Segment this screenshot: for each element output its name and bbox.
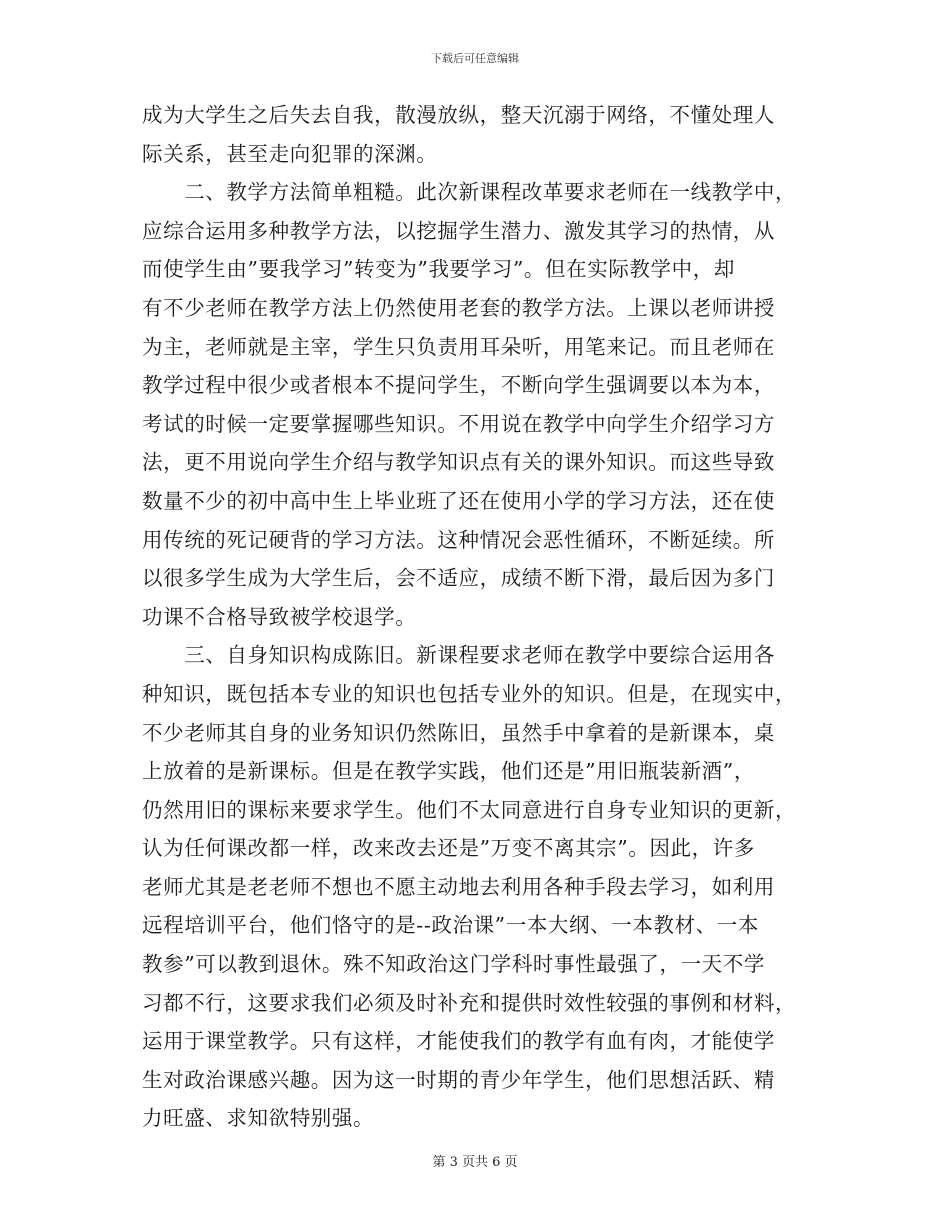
text-line: 教参”可以教到退休。殊不知政治这门学科时事性最强了，一天不学 xyxy=(142,952,765,977)
text-line: 有不少老师在教学方法上仍然使用老套的教学方法。上课以老师讲授 xyxy=(142,295,775,320)
text-line: 老师尤其是老老师不想也不愿主动地去利用各种手段去学习，如利用 xyxy=(142,874,775,899)
text-line: 数量不少的初中高中生上毕业班了还在使用小学的学习方法，还在使 xyxy=(142,488,775,513)
text-line: 用传统的死记硬背的学习方法。这种情况会恶性循环，不断延续。所 xyxy=(142,527,775,552)
text-line: 为主，老师就是主宰，学生只负责用耳朵听，用笔来记。而且老师在 xyxy=(142,334,775,359)
text-line: 而使学生由”要我学习”转变为”我要学习”。但在实际教学中，却 xyxy=(142,257,735,282)
text-line: 功课不合格导致被学校退学。 xyxy=(142,604,417,629)
text-line: 远程培训平台，他们恪守的是--政治课”一本大纲、一本教材、一本 xyxy=(142,913,759,938)
text-line: 三、自身知识构成陈旧。新课程要求老师在教学中要综合运用各 xyxy=(142,643,775,668)
page-header: 下载后可任意编辑 xyxy=(431,52,519,65)
text-line: 教学过程中很少或者根本不提问学生，不断向学生强调要以本为本， xyxy=(142,373,775,398)
paragraph-teaching-methods xyxy=(142,173,808,636)
text-line: 成为大学生之后失去自我，散漫放纵，整天沉溺于网络，不懂处理人 xyxy=(142,103,775,127)
text-line: 习都不行，这要求我们必须及时补充和提供时效性较强的事例和材料， xyxy=(142,990,797,1015)
text-line: 际关系，甚至走向犯罪的深渊。 xyxy=(142,141,438,166)
text-line: 种知识，既包括本专业的知识也包括专业外的知识。但是，在现实中， xyxy=(142,681,797,706)
text-line: 考试的时候一定要掌握哪些知识。不用说在教学中向学生介绍学习方 xyxy=(142,411,775,436)
text-line: 运用于课堂教学。只有这样，才能使我们的教学有血有肉，才能使学 xyxy=(142,1029,775,1054)
text-line: 应综合运用多种教学方法，以挖掘学生潜力、激发其学习的热情，从 xyxy=(142,218,775,243)
text-line: 力旺盛、求知欲特别强。 xyxy=(142,1106,375,1131)
text-line: 仍然用旧的课标来要求学生。他们不太同意进行自身专业知识的更新， xyxy=(142,797,797,822)
text-line: 上放着的是新课标。但是在教学实践，他们还是”用旧瓶装新酒”， xyxy=(142,759,755,784)
document-body xyxy=(142,96,808,1138)
text-line: 不少老师其自身的业务知识仍然陈旧，虽然手中拿着的是新课本，桌 xyxy=(142,720,775,745)
text-line: 以很多学生成为大学生后，会不适应，成绩不断下滑，最后因为多门 xyxy=(142,566,775,591)
text-line: 生对政治课感兴趣。因为这一时期的青少年学生，他们思想活跃、精 xyxy=(142,1067,775,1092)
paragraph-continuation xyxy=(142,96,808,173)
text-line: 认为任何课改都一样，改来改去还是”万变不离其宗”。因此，许多 xyxy=(142,836,755,861)
page-number-footer: 第 3 页共 6 页 xyxy=(432,1155,518,1170)
text-line: 法，更不用说向学生介绍与教学知识点有关的课外知识。而这些导致 xyxy=(142,450,775,475)
paragraph-knowledge-structure xyxy=(142,636,808,1138)
text-line: 二、教学方法简单粗糙。此次新课程改革要求老师在一线教学中， xyxy=(142,180,797,205)
